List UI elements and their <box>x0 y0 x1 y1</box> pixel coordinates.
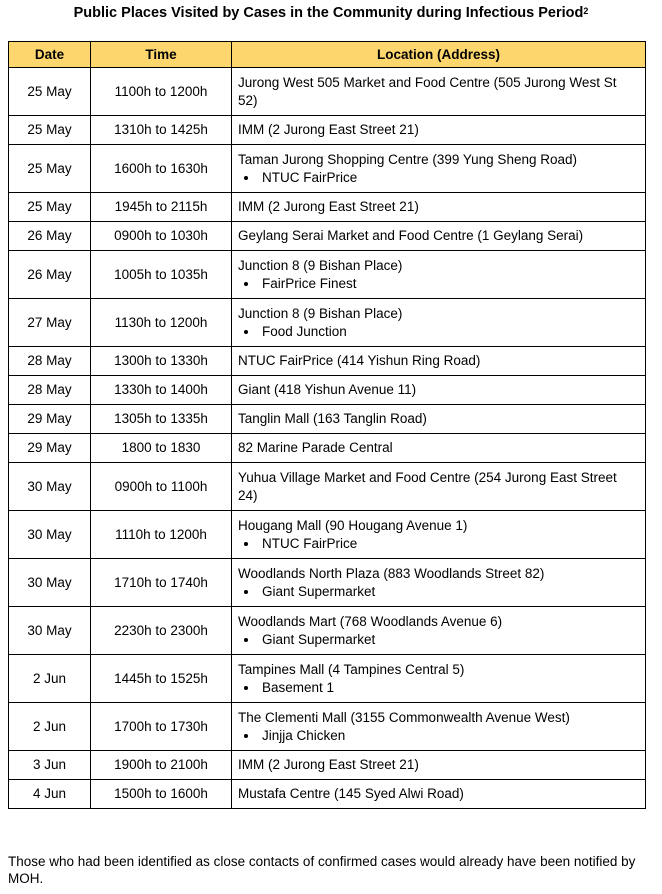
cell-location <box>232 68 646 116</box>
table-row <box>9 751 646 780</box>
location-address: Mustafa Centre (145 Syed Alwi Road) <box>238 786 464 801</box>
cell-time: 1800 to 1830 <box>91 434 232 463</box>
location-address: Yuhua Village Market and Food Centre (254 Jurong East Street 24) <box>238 469 617 503</box>
cell-date: 25 May <box>9 116 91 145</box>
public-places-table <box>8 41 646 809</box>
table-row <box>9 434 646 463</box>
cell-date: 29 May <box>9 405 91 434</box>
location-address: IMM (2 Jurong East Street 21) <box>238 757 419 772</box>
table-row <box>9 463 646 511</box>
table-row <box>9 193 646 222</box>
location-address: IMM (2 Jurong East Street 21) <box>238 199 419 214</box>
cell-date: 3 Jun <box>9 751 91 780</box>
cell-time: 1130h to 1200h <box>91 299 232 347</box>
cell-location <box>232 607 646 655</box>
location-address: Junction 8 (9 Bishan Place) <box>238 305 403 321</box>
location-address: Hougang Mall (90 Hougang Avenue 1) <box>238 517 468 533</box>
cell-time: 2230h to 2300h <box>91 607 232 655</box>
cell-location <box>232 434 646 463</box>
location-address: Jurong West 505 Market and Food Centre (505 Jurong West St 52) <box>238 74 617 108</box>
cell-time: 1330h to 1400h <box>91 376 232 405</box>
location-address: Tampines Mall (4 Tampines Central 5) <box>238 661 465 677</box>
header-date: Date <box>9 42 91 68</box>
cell-location <box>232 222 646 251</box>
location-sub-item: Jinjja Chicken <box>238 727 639 745</box>
location-address: IMM (2 Jurong East Street 21) <box>238 122 419 137</box>
cell-time: 1445h to 1525h <box>91 655 232 703</box>
location-sub-item: Food Junction <box>238 323 639 341</box>
title-footnote-marker: 2 <box>583 6 589 16</box>
cell-time: 0900h to 1030h <box>91 222 232 251</box>
cell-time: 1945h to 2115h <box>91 193 232 222</box>
cell-time: 1305h to 1335h <box>91 405 232 434</box>
location-address: Junction 8 (9 Bishan Place) <box>238 257 403 273</box>
cell-time: 1700h to 1730h <box>91 703 232 751</box>
cell-time: 1100h to 1200h <box>91 68 232 116</box>
page-title <box>0 4 662 22</box>
cell-location <box>232 251 646 299</box>
location-sub-item: Giant Supermarket <box>238 583 639 601</box>
location-address: NTUC FairPrice (414 Yishun Ring Road) <box>238 353 481 368</box>
cell-date: 26 May <box>9 251 91 299</box>
location-address: Woodlands Mart (768 Woodlands Avenue 6) <box>238 613 503 629</box>
table-row <box>9 703 646 751</box>
table-header-row <box>9 42 646 68</box>
location-sub-item: Basement 1 <box>238 679 639 697</box>
table-row <box>9 347 646 376</box>
cell-time: 1110h to 1200h <box>91 511 232 559</box>
location-address: Woodlands North Plaza (883 Woodlands Street 82) <box>238 565 545 581</box>
table-row <box>9 68 646 116</box>
cell-date: 27 May <box>9 299 91 347</box>
cell-date: 28 May <box>9 347 91 376</box>
cell-location <box>232 145 646 193</box>
cell-date: 29 May <box>9 434 91 463</box>
table-row <box>9 655 646 703</box>
cell-date: 2 Jun <box>9 703 91 751</box>
cell-date: 30 May <box>9 607 91 655</box>
title-text: Public Places Visited by Cases in the Community during Infectious Period <box>73 5 584 21</box>
location-address: Giant (418 Yishun Avenue 11) <box>238 382 417 397</box>
table-row <box>9 511 646 559</box>
cell-time: 0900h to 1100h <box>91 463 232 511</box>
cell-date: 30 May <box>9 559 91 607</box>
cell-location <box>232 511 646 559</box>
cell-time: 1500h to 1600h <box>91 780 232 809</box>
cell-time: 1300h to 1330h <box>91 347 232 376</box>
location-address: 82 Marine Parade Central <box>238 440 393 455</box>
cell-time: 1710h to 1740h <box>91 559 232 607</box>
cell-location <box>232 405 646 434</box>
header-time: Time <box>91 42 232 68</box>
cell-time: 1005h to 1035h <box>91 251 232 299</box>
table-row <box>9 376 646 405</box>
table-row <box>9 222 646 251</box>
cell-time: 1600h to 1630h <box>91 145 232 193</box>
location-address: The Clementi Mall (3155 Commonwealth Avenue West) <box>238 709 570 725</box>
cell-location <box>232 193 646 222</box>
location-address: Geylang Serai Market and Food Centre (1 Geylang Serai) <box>238 228 584 243</box>
cell-date: 2 Jun <box>9 655 91 703</box>
cell-location <box>232 463 646 511</box>
cell-date: 28 May <box>9 376 91 405</box>
cell-date: 26 May <box>9 222 91 251</box>
table-row <box>9 405 646 434</box>
cell-location <box>232 299 646 347</box>
cell-location <box>232 780 646 809</box>
cell-date: 25 May <box>9 193 91 222</box>
footnote: Those who had been identified as close contacts of confirmed cases would already have been notified by MOH. <box>8 854 636 886</box>
header-location: Location (Address) <box>232 42 646 68</box>
table-row <box>9 116 646 145</box>
cell-location <box>232 655 646 703</box>
table-row <box>9 780 646 809</box>
location-sub-item: FairPrice Finest <box>238 275 639 293</box>
cell-time: 1900h to 2100h <box>91 751 232 780</box>
cell-time: 1310h to 1425h <box>91 116 232 145</box>
cell-location <box>232 347 646 376</box>
table-row <box>9 607 646 655</box>
table-row <box>9 145 646 193</box>
cell-location <box>232 751 646 780</box>
location-sub-item: NTUC FairPrice <box>238 169 639 187</box>
location-address: Taman Jurong Shopping Centre (399 Yung Sheng Road) <box>238 151 577 167</box>
cell-date: 30 May <box>9 511 91 559</box>
location-address: Tanglin Mall (163 Tanglin Road) <box>238 411 427 426</box>
table-row <box>9 251 646 299</box>
table-row <box>9 299 646 347</box>
cell-location <box>232 376 646 405</box>
cell-location <box>232 559 646 607</box>
cell-location <box>232 703 646 751</box>
cell-location <box>232 116 646 145</box>
cell-date: 25 May <box>9 145 91 193</box>
location-sub-item: Giant Supermarket <box>238 631 639 649</box>
table-row <box>9 559 646 607</box>
location-sub-item: NTUC FairPrice <box>238 535 639 553</box>
cell-date: 30 May <box>9 463 91 511</box>
cell-date: 4 Jun <box>9 780 91 809</box>
cell-date: 25 May <box>9 68 91 116</box>
